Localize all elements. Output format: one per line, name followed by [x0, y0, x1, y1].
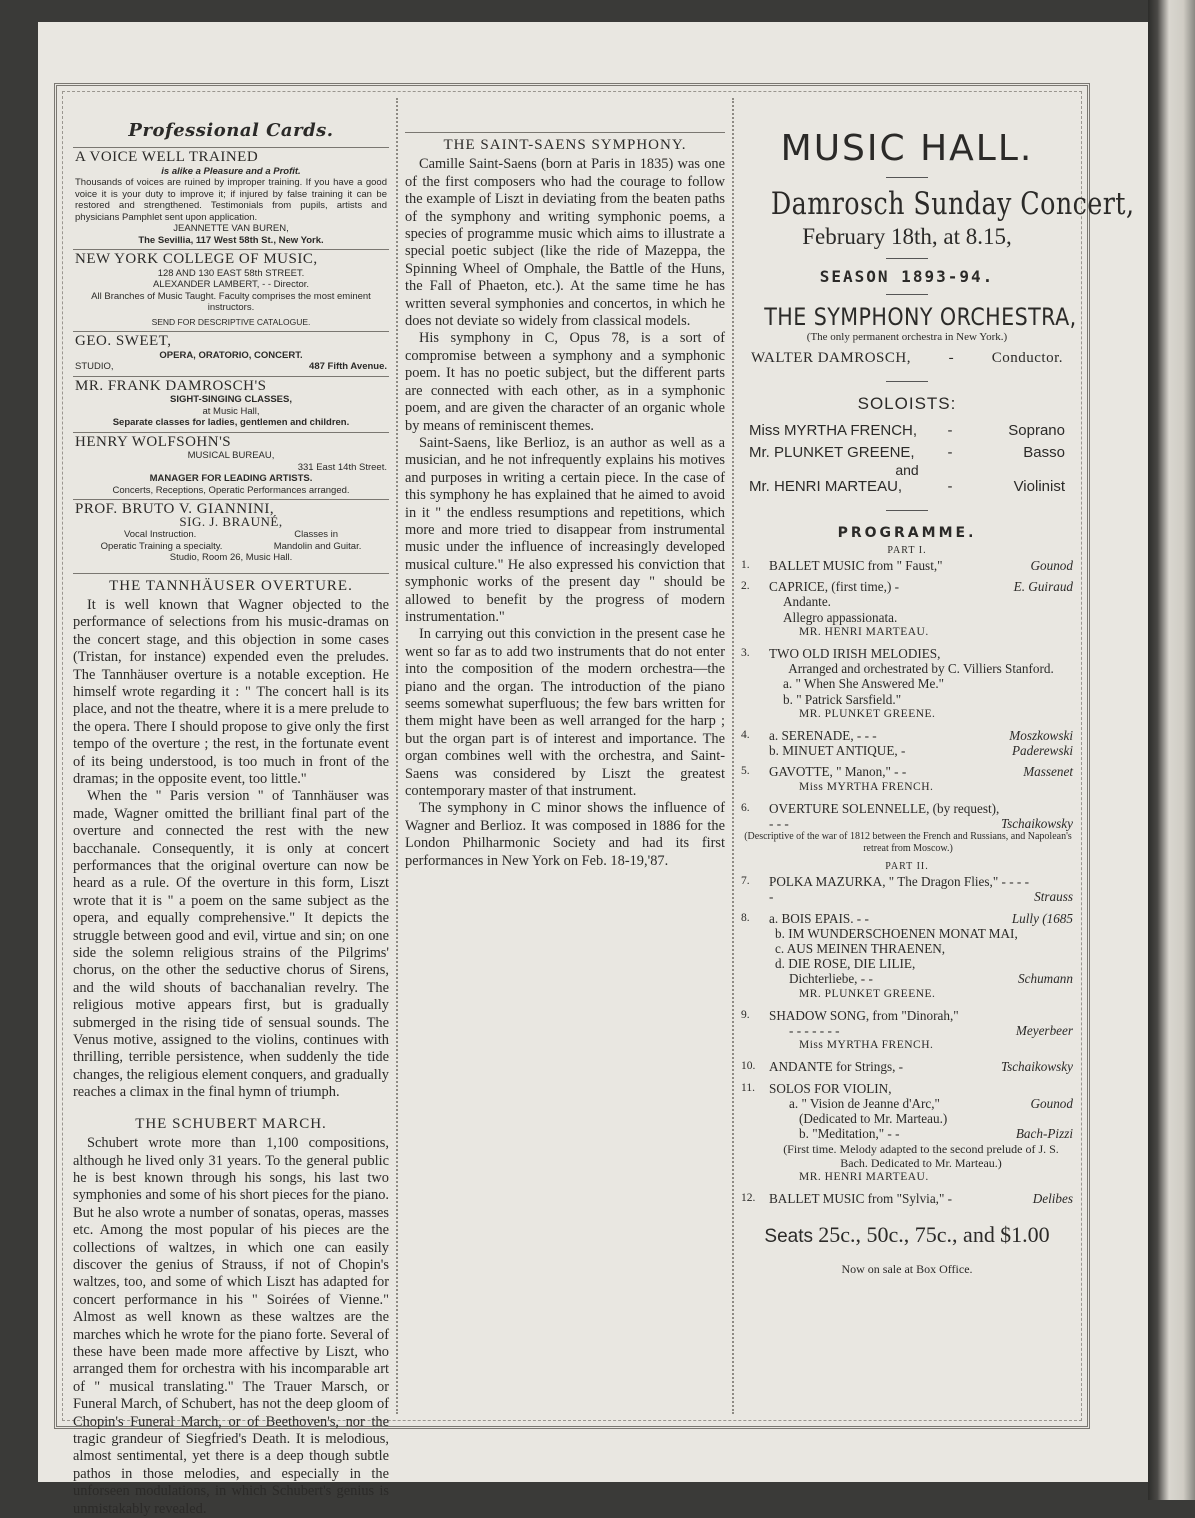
card-heading: GEO. SWEET,	[75, 333, 172, 349]
card-studio-label: STUDIO,	[75, 361, 114, 372]
card-line: OPERA, ORATORIO, CONCERT.	[159, 349, 303, 361]
article-paragraph: Camille Saint-Saens (born at Paris in 1835) was one of the first composers who had the courage to follow the example of Liszt in deviating from the beaten paths of the symphony and writing symphonic poems, a species of programme music which aims to illustrate a special poetic subject (like the ride of Mazeppa, the Spinning Wheel of Omphale, the Battle of the Huns, the Fall of Phaeton, etc.). At the same time he has written several symphonies and concertos, in which he does not deviate so widely from classical models.	[405, 156, 725, 330]
item-composer: Delibes	[1032, 1190, 1073, 1206]
card-heading: MR. FRANK DAMROSCH'S	[75, 377, 267, 394]
soloist-dash: -	[947, 478, 953, 495]
soloists-and: and	[895, 462, 919, 478]
card-line: Separate classes for ladies, gentlemen and children.	[112, 417, 350, 428]
card-line: Classes in	[294, 529, 339, 540]
card-tagline: is alike a Pleasure and a Profit.	[161, 165, 301, 177]
item-number: 10.	[741, 1060, 756, 1073]
card-damrosch	[73, 376, 389, 432]
item-line: Allegro appassionata.	[783, 609, 898, 625]
left-column	[73, 98, 389, 1517]
card-address: 487 Fifth Avenue.	[309, 361, 387, 372]
article-heading: THE SCHUBERT MARCH.	[135, 1115, 327, 1132]
item-title: b. MINUET ANTIQUE, -	[769, 743, 906, 759]
article-paragraph: When the " Paris version " of Tannhäuser was made, Wagner omitted the brilliant final part of the overture and connected the rest with the new bacchanale. Consequently, it is only at concert performances that the original overture can now be heard as a rule. Of the overture in this form, Liszt wrote that it is " a poem on the same subject as the opera, and equally comprehensive." It depicts the struggle between good and evil, virtue and sin; on one side the solemn religious strains of the Pilgrims' chorus, on the other the seductive chorus of Sirens, and the wild shouts of bacchanalian revelry. The religious motive appears first, but is gradually submerged in the rising tide of sensual sounds. The Venus motive, assigned to the violins, continues with thrilling, terrible persistence, when suddenly the tide changes, the religious element conquers, and gradually reaches a climax in the final hymn of triumph.	[73, 788, 389, 1101]
card-line: SIGHT-SINGING CLASSES,	[170, 394, 292, 405]
item-note: (First time. Melody adapted to the second prelude of J. S. Bach. Dedicated to Mr. Marteau.)	[783, 1141, 1059, 1170]
soloist-row	[749, 478, 1065, 496]
card-name: JEANNETTE VAN BUREN,	[173, 223, 289, 234]
item-number: 7.	[741, 875, 750, 888]
programme-item	[741, 911, 1073, 1002]
item-composer: Gounod	[1030, 1095, 1073, 1111]
item-composer: Massenet	[1023, 764, 1073, 780]
article-paragraph: His symphony in C, Opus 78, is a sort of compromise between a symphony and a symphonic poem. It has no poetic subject, but the different parts are connected with each other, as in a symphonic poem, and are given the character of an organic whole by means of reminiscent themes.	[405, 330, 725, 434]
item-composer: Moszkowski	[1009, 728, 1073, 744]
article-paragraph: Schubert wrote more than 1,100 compositions, although he lived only 31 years. To the general public he is best known through his songs, his last two symphonies and some of his short pieces for the piano. But he also wrote a number of sonatas, operas, masses etc. Among the most popular of his pieces are the collections of waltzes, in which one can easily discover the genius of Strauss, if not of Chopin's waltzes, too, and some of which Liszt has adapted for concert performance in his " Soirées of Vienne." Almost as well known as these waltzes are the marches which he wrote for the piano forte. Several of these have been made more affective by Liszt, who arranged them for orchestra with his incomparable art of " musical translating." The Trauer Marsch, or Funeral March, of Schubert, has not the deep gloom of Chopin's Funeral March, or of Beethoven's, nor the tragic grandeur of Siegfried's Death. It is melodious, almost sentimental, yet there is a deep though subtle pathos in those melodies, and especially in the unforseen modulations, in which Schubert's genius is unmistakably revealed.	[73, 1135, 389, 1517]
card-sweet	[73, 331, 389, 376]
item-composer: Tschaikowsky	[1000, 816, 1073, 832]
soloist-dash: -	[947, 422, 953, 439]
divider	[886, 510, 928, 511]
item-composer: Gounod	[1030, 558, 1073, 573]
programme-item	[741, 1008, 1073, 1054]
part-heading: PART I.	[887, 545, 927, 556]
part-heading: PART II.	[885, 861, 929, 873]
professional-cards-title: Professional Cards.	[128, 120, 334, 141]
concert-series-title: Damrosch Sunday Concert,	[770, 186, 1135, 222]
item-number: 1.	[741, 559, 750, 571]
programme-item	[741, 579, 1073, 640]
conductor-name: WALTER DAMROSCH,	[751, 350, 911, 366]
page-frame	[54, 83, 1135, 1517]
programme-item	[741, 874, 1073, 904]
card-address: The Sevillia, 117 West 58th St., New York.	[138, 234, 324, 246]
item-performer: Miss MYRTHA FRENCH.	[799, 780, 934, 793]
item-number: 12.	[741, 1191, 756, 1204]
card-line: Mandolin and Guitar.	[273, 540, 362, 552]
item-composer: Strauss	[1034, 889, 1073, 905]
item-title: - - - - - - -	[789, 1023, 840, 1039]
card-row	[75, 541, 387, 553]
card-body: All Branches of Music Taught. Faculty comprises the most eminent instructors.	[91, 290, 371, 313]
concert-date: February 18th, at 8.15,	[802, 224, 1012, 249]
item-performer: MR. PLUNKET GREENE.	[799, 987, 936, 1000]
item-title: GAVOTTE, " Manon," - -	[769, 764, 907, 780]
item-number: 3.	[741, 647, 750, 660]
card-line: Operatic Training a specialty.	[100, 540, 223, 552]
item-note: (Descriptive of the war of 1812 between the French and Russians, and Napolean's retreat from Moscow.)	[744, 831, 1072, 855]
article-paragraph: It is well known that Wagner objected to the performance of selections from his music-dramas on the concert stage, and this objection in some cases (Tristan, for instance) expended even the preludes. The Tannhäuser overture is a notable exception. He himself wrote regarding it : " The concert hall is its place, and not the theatre, where it is a mere prelude to the opera. There I should propose to give only the first tempo of the overture ; the rest, in the fortunate event of its being understood, is too much in front of the dramas; in the opposite event, too little."	[73, 596, 389, 787]
item-line: b. " Patrick Sarsfield."	[783, 691, 902, 707]
item-number: 9.	[741, 1008, 750, 1021]
item-line: Arranged and orchestrated by C. Villiers Stanford.	[788, 661, 1054, 677]
column-divider	[396, 98, 398, 1414]
programme-heading: PROGRAMME.	[837, 525, 977, 541]
item-number: 11.	[741, 1081, 755, 1094]
item-line: (Dedicated to Mr. Marteau.)	[799, 1111, 948, 1127]
item-composer: E. Guiraud	[1013, 579, 1073, 595]
card-row	[75, 529, 387, 541]
article-saint-saens	[405, 132, 725, 870]
card-line: Studio, Room 26, Music Hall.	[169, 552, 293, 563]
item-title: a. " Vision de Jeanne d'Arc,"	[789, 1095, 940, 1111]
conductor-role: Conductor.	[991, 350, 1063, 366]
article-tannhauser	[73, 573, 389, 1517]
divider	[886, 177, 928, 178]
item-title: a. SERENADE, - - -	[769, 728, 877, 744]
programme-item	[741, 1059, 1073, 1074]
item-title: BALLET MUSIC from "Sylvia," -	[769, 1190, 953, 1206]
seat-prices	[741, 1222, 1073, 1248]
item-title: CAPRICE, (first time,) -	[769, 579, 900, 595]
programme-item	[741, 801, 1073, 855]
seats-prices: 25c., 50c., 75c., and	[818, 1221, 995, 1247]
item-line: d. DIE ROSE, DIE LILIE,	[775, 956, 916, 972]
item-title: b. "Meditation," - -	[799, 1126, 900, 1142]
card-voice	[73, 147, 389, 249]
item-title: SOLOS FOR VIOLIN,	[769, 1080, 892, 1096]
item-title: SHADOW SONG, from "Dinorah,"	[769, 1007, 959, 1023]
item-number: 2.	[741, 580, 750, 593]
card-giannini	[73, 499, 389, 567]
seats-label: Seats	[764, 1225, 813, 1247]
on-sale-note: Now on sale at Box Office.	[841, 1261, 973, 1276]
item-title: a. BOIS EPAIS. - -	[769, 910, 869, 926]
soloist-row	[749, 422, 1065, 440]
article-paragraph: In carrying out this conviction in the present case he went so far as to add two instruments that do not enter into the composition of the modern orchestra—the piano and the organ. The introduction of the piano seems somewhat superfluous; the few bars written for them might have been as well arranged for the harp ; but the organ part is of interest and importance. The organ combines well with the orchestra, and Saint-Saens was considered by Liszt the greatest contemporary master of that instrument.	[405, 626, 725, 800]
soloist-voice: Basso	[1023, 444, 1065, 461]
item-performer: Miss MYRTHA FRENCH.	[799, 1039, 934, 1052]
item-title: POLKA MAZURKA, " The Dragon Flies," - - - - -	[769, 874, 1029, 905]
card-wolfsohn	[73, 432, 389, 500]
item-title: OVERTURE SOLENNELLE, (by request), - - -	[769, 800, 1000, 832]
card-director: ALEXANDER LAMBERT, - - Director.	[152, 279, 310, 290]
column-divider	[732, 98, 734, 1414]
item-performer: MR. HENRI MARTEAU.	[799, 625, 929, 638]
item-composer: Tschaikowsky	[1000, 1059, 1073, 1075]
item-composer: Meyerbeer	[1015, 1023, 1073, 1039]
programme-item	[741, 646, 1073, 722]
programme-item	[741, 728, 1073, 758]
soloist-voice: Violinist	[1013, 478, 1065, 495]
soloist-dash: -	[947, 444, 953, 461]
card-address: 128 AND 130 EAST 58th STREET.	[157, 267, 305, 279]
card-line: MUSICAL BUREAU,	[187, 450, 275, 461]
venue-title: MUSIC HALL.	[780, 128, 1034, 169]
item-performer: MR. HENRI MARTEAU.	[799, 1170, 929, 1183]
card-body: Thousands of voices are ruined by improper training. If you have a good voice it is your duty to improve it; if injured by false training it can be restored and strengthened. Testimonials from pupils, artists and physicians Pamphlet sent upon application.	[75, 177, 387, 223]
soloist-name: Mr. HENRI MARTEAU,	[749, 478, 903, 495]
conductor-row	[751, 349, 1063, 367]
seats-top-price: $1.00	[1000, 1221, 1050, 1247]
card-heading: A VOICE WELL TRAINED	[75, 149, 259, 165]
card-studio-row	[75, 361, 387, 373]
concert-column	[741, 98, 1135, 1414]
item-line: c. AUS MEINEN THRAENEN,	[775, 941, 946, 957]
orchestra-name: THE SYMPHONY ORCHESTRA,	[764, 303, 1077, 331]
article-heading: THE SAINT-SAENS SYMPHONY.	[405, 132, 725, 154]
item-line: a. " When She Answered Me."	[783, 676, 945, 692]
season: SEASON 1893-94.	[819, 267, 995, 286]
card-line: MANAGER FOR LEADING ARTISTS.	[149, 473, 313, 484]
item-number: 4.	[741, 729, 750, 742]
middle-column	[405, 98, 725, 1414]
card-address: 331 East 14th Street.	[297, 461, 387, 473]
card-heading: HENRY WOLFSOHN'S	[75, 433, 232, 450]
programme-item	[741, 764, 1073, 794]
conductor-dash: -	[948, 350, 955, 366]
card-college	[73, 249, 389, 331]
item-title: ANDANTE for Strings, -	[769, 1059, 904, 1075]
divider	[886, 381, 928, 382]
card-line: Vocal Instruction.	[123, 529, 197, 540]
soloist-name: Miss MYRTHA FRENCH,	[749, 422, 918, 439]
divider	[886, 294, 928, 295]
page-edge-binding	[1148, 0, 1195, 1500]
item-composer: Paderewski	[1011, 743, 1073, 759]
item-composer: Bach-Pizzi	[1015, 1126, 1073, 1142]
divider	[886, 258, 928, 259]
item-line: b. IM WUNDERSCHOENEN MONAT MAI,	[775, 925, 1018, 941]
orchestra-note: (The only permanent orchestra in New York.)	[806, 331, 1008, 343]
item-line: Andante.	[783, 594, 831, 610]
article-heading: THE TANNHÄUSER OVERTURE.	[73, 573, 389, 595]
card-heading: PROF. BRUTO V. GIANNINI,	[75, 501, 275, 517]
soloist-row	[749, 444, 1065, 462]
card-heading: NEW YORK COLLEGE OF MUSIC,	[75, 251, 318, 267]
item-title: TWO OLD IRISH MELODIES,	[769, 646, 941, 662]
soloists-heading: SOLOISTS:	[857, 394, 957, 413]
programme-item	[741, 1191, 1073, 1206]
item-number: 6.	[741, 801, 750, 814]
card-line: at Music Hall,	[202, 405, 260, 417]
soloist-voice: Soprano	[1008, 422, 1065, 439]
article-paragraph: Saint-Saens, like Berlioz, is an author as well as a musician, and he not infrequently explains his motives and purposes in writing a certain piece. In the case of this symphony he has explained that he aimed to avoid in it " the endless resumptions and repetitions, which more and more tried to disappear from instrumental music under the influence of increasingly developed musical culture." He also expressed his conviction that symphonic works of the present day " should be allowed to benefit by the progress of modern instrumentation."	[405, 434, 725, 625]
item-title: BALLET MUSIC from " Faust,"	[769, 558, 943, 573]
card-heading-2: SIG. J. BRAUNÉ,	[179, 513, 283, 529]
item-performer: MR. PLUNKET GREENE.	[799, 707, 936, 720]
item-title: Dichterliebe, - -	[789, 971, 873, 987]
soloist-name: Mr. PLUNKET GREENE,	[749, 444, 915, 461]
programme-item	[741, 1081, 1073, 1185]
article-paragraph: The symphony in C minor shows the influence of Wagner and Berlioz. It was composed in 1886 for the London Philharmonic Society and had its first performances in New York on Feb. 18-19,'87.	[405, 800, 725, 869]
card-line: Concerts, Receptions, Operatic Performances arranged.	[112, 484, 350, 496]
item-number: 5.	[741, 765, 750, 778]
card-catalogue: SEND FOR DESCRIPTIVE CATALOGUE.	[151, 316, 311, 327]
item-composer: Schumann	[1018, 971, 1073, 987]
item-composer: Lully (1685	[1011, 910, 1073, 926]
item-number: 8.	[741, 911, 750, 924]
programme-item	[741, 558, 1073, 573]
